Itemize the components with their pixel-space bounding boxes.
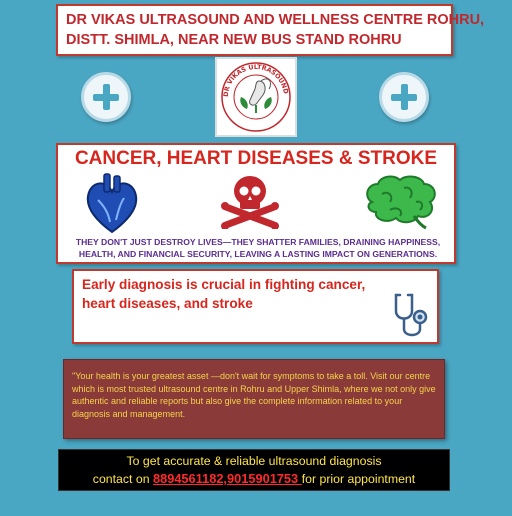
stethoscope-icon — [390, 291, 434, 341]
contact-line-1: To get accurate & reliable ultrasound diagnosis — [126, 454, 382, 468]
disease-description: THEY DON'T JUST DESTROY LIVES—THEY SHATTER FAMILIES, DRAINING HAPPINESS, HEALTH, AND FINANCIAL SECURITY, LEAVING A LASTING IMPACT ON GENERATIONS. — [75, 237, 441, 259]
disease-title: CANCER, HEART DISEASES & STROKE — [74, 148, 438, 169]
phone-numbers[interactable]: 8894561182,9015901753 — [152, 471, 302, 486]
disease-card — [56, 143, 456, 264]
plus-icon — [81, 72, 131, 122]
plus-icon — [379, 72, 429, 122]
diagnosis-card — [72, 269, 439, 344]
quote-text: "Your health is your greatest asset —don't wait for symptoms to take a toll. Visit our centre which is most trusted ultrasound centre in Rohru and Upper Shimla, where we not only give authentic and reliable reports but also give the complete information related to your diagnosis and management. — [72, 371, 436, 419]
clinic-name: DR VIKAS ULTRASOUND AND WELLNESS CENTRE ROHRU, — [66, 12, 485, 28]
clinic-address: DISTT. SHIMLA, NEAR NEW BUS STAND ROHRU — [66, 32, 402, 48]
skull-crossbones-icon — [220, 169, 280, 229]
clinic-logo — [215, 57, 297, 137]
logo-seal — [217, 59, 295, 135]
quote-box — [63, 359, 445, 439]
contact-box — [58, 449, 450, 491]
clinic-header — [56, 4, 485, 56]
logo-ring-text: DR VIKAS ULTRASOUND — [221, 62, 290, 98]
diagnosis-message: Early diagnosis is crucial in fighting cancer, heart diseases, and stroke — [82, 277, 366, 311]
contact-suffix: for prior appointment — [301, 472, 416, 486]
heart-icon — [80, 172, 144, 236]
brain-icon — [360, 172, 440, 230]
contact-line-2 — [65, 470, 443, 488]
contact-prefix: contact on — [92, 472, 153, 486]
